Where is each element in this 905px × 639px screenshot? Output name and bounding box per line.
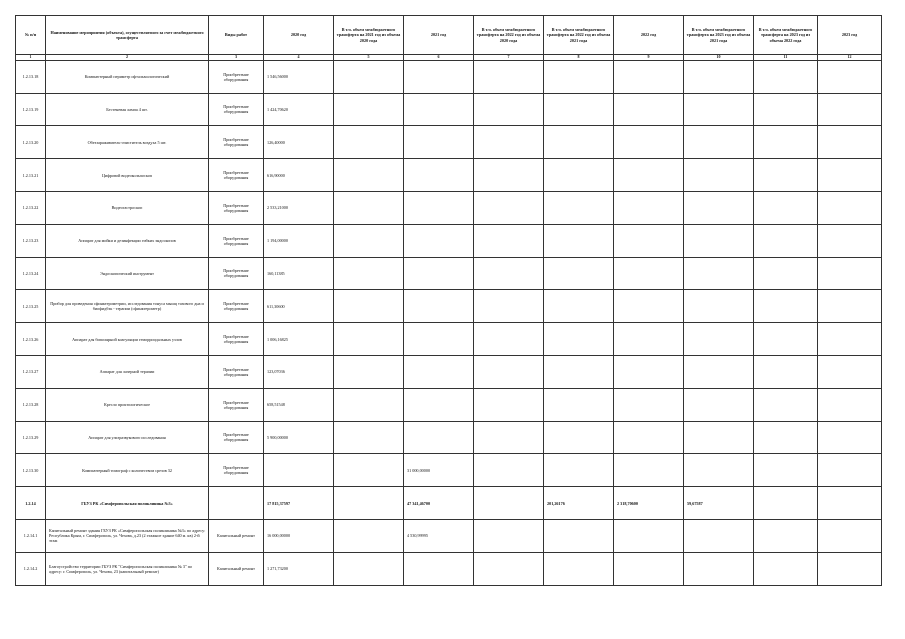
row-value-2021: [404, 93, 474, 126]
row-value-2023: [818, 93, 882, 126]
row-value-2021-2020: [474, 388, 544, 421]
row-name: Аппарат для лазерной терапии: [46, 355, 209, 388]
row-value-2020-2021: [334, 290, 404, 323]
table-row: [16, 224, 882, 257]
table-row: [16, 290, 882, 323]
row-value-2022: [614, 454, 684, 487]
row-value-2022: [614, 224, 684, 257]
row-value-2020: 126,40000: [264, 126, 334, 159]
row-value-2021-2020: [474, 191, 544, 224]
row-value-2020: 611,30600: [264, 290, 334, 323]
table-row: [16, 60, 882, 93]
row-works: Приобретение оборудования: [209, 224, 264, 257]
header-num: № п/п: [16, 16, 46, 55]
row-code: 1.2.13.30: [16, 454, 46, 487]
table-row: [16, 487, 882, 520]
row-value-2021: 47 341,46700: [404, 487, 474, 520]
row-value-2023-2022: [754, 257, 818, 290]
row-value-2023: [818, 257, 882, 290]
row-value-2022-2021: [544, 552, 614, 585]
row-value-2020: 160,11385: [264, 257, 334, 290]
row-name: Бестеневая лампа 4 шт.: [46, 93, 209, 126]
row-value-2021: [404, 159, 474, 192]
row-works: Приобретение оборудования: [209, 191, 264, 224]
row-value-2020-2021: [334, 126, 404, 159]
row-value-2023: [818, 60, 882, 93]
header-2021: 2021 год: [404, 16, 474, 55]
row-value-2021: [404, 290, 474, 323]
header-works: Виды работ: [209, 16, 264, 55]
header-2023: 2023 год: [818, 16, 882, 55]
row-value-2023: [818, 159, 882, 192]
row-value-2023-2021: [684, 126, 754, 159]
column-number: 7: [474, 55, 544, 61]
row-value-2023-2021: 59,67587: [684, 487, 754, 520]
budget-table: [15, 15, 882, 586]
header-2022: 2022 год: [614, 16, 684, 55]
row-value-2023-2022: [754, 60, 818, 93]
header-name: Наименование мероприятия (объекта), осуществляемого за счет межбюджетного трансферта: [46, 16, 209, 55]
row-value-2023-2021: [684, 421, 754, 454]
row-value-2022: [614, 388, 684, 421]
row-value-2022-2021: [544, 454, 614, 487]
row-value-2020-2021: [334, 454, 404, 487]
row-value-2020: 658,51548: [264, 388, 334, 421]
row-value-2023: [818, 454, 882, 487]
document-sheet: [15, 15, 882, 586]
column-number: 6: [404, 55, 474, 61]
row-value-2020: 1 194,00000: [264, 224, 334, 257]
row-code: 1.2.13.27: [16, 355, 46, 388]
row-code: 1.2.14.1: [16, 519, 46, 552]
row-value-2023-2021: [684, 454, 754, 487]
row-value-2020: 1 006,16825: [264, 323, 334, 356]
row-value-2021-2020: [474, 224, 544, 257]
row-value-2023-2021: [684, 355, 754, 388]
row-code: 1.2.14: [16, 487, 46, 520]
row-value-2023-2022: [754, 388, 818, 421]
row-value-2022-2021: [544, 60, 614, 93]
row-value-2023-2022: [754, 191, 818, 224]
row-value-2021-2020: [474, 60, 544, 93]
row-value-2022-2021: [544, 519, 614, 552]
header-2023-2022: В т.ч. объем межбюджетного трансферта на 2023 год из объема 2022 года: [754, 16, 818, 55]
table-row: [16, 191, 882, 224]
row-name: Видеогастроскоп: [46, 191, 209, 224]
row-value-2021: [404, 126, 474, 159]
row-value-2021: [404, 388, 474, 421]
column-number: 4: [264, 55, 334, 61]
row-value-2020: 17 815,37597: [264, 487, 334, 520]
table-row: [16, 421, 882, 454]
row-value-2020-2021: [334, 159, 404, 192]
row-name: Компьютерный периметр офтальмологический: [46, 60, 209, 93]
row-works: [209, 487, 264, 520]
row-code: 1.2.13.24: [16, 257, 46, 290]
row-works: Приобретение оборудования: [209, 421, 264, 454]
row-value-2023-2021: [684, 323, 754, 356]
table-row: [16, 126, 882, 159]
row-value-2023: [818, 290, 882, 323]
row-code: 1.2.13.29: [16, 421, 46, 454]
row-value-2022-2021: [544, 93, 614, 126]
row-value-2021: 4 530,99995: [404, 519, 474, 552]
row-works: Приобретение оборудования: [209, 257, 264, 290]
row-value-2020: 16 000,00000: [264, 519, 334, 552]
row-value-2023-2022: [754, 290, 818, 323]
row-value-2022-2021: [544, 388, 614, 421]
row-value-2023-2022: [754, 323, 818, 356]
row-value-2021-2020: [474, 323, 544, 356]
row-works: Приобретение оборудования: [209, 159, 264, 192]
row-value-2023: [818, 323, 882, 356]
row-value-2022-2021: [544, 159, 614, 192]
column-number: 3: [209, 55, 264, 61]
row-value-2022-2021: 201,26176: [544, 487, 614, 520]
column-number: 2: [46, 55, 209, 61]
row-works: Приобретение оборудования: [209, 454, 264, 487]
row-value-2020: 1 424,70620: [264, 93, 334, 126]
row-value-2023-2022: [754, 93, 818, 126]
header-2023-2021: В т.ч. объем межбюджетного трансферта на 2023 год из объема 2021 года: [684, 16, 754, 55]
row-value-2023-2022: [754, 159, 818, 192]
row-value-2022: [614, 355, 684, 388]
row-value-2020: 1 271,73200: [264, 552, 334, 585]
row-value-2020-2021: [334, 487, 404, 520]
row-value-2022-2021: [544, 355, 614, 388]
row-value-2020-2021: [334, 60, 404, 93]
row-value-2023-2022: [754, 454, 818, 487]
row-value-2021: [404, 323, 474, 356]
row-name: Обеззараживатель-очиститель воздуха 5 шт.: [46, 126, 209, 159]
row-value-2023: [818, 487, 882, 520]
row-value-2022-2021: [544, 290, 614, 323]
header-2021-2020: В т.ч. объем межбюджетного трансферта на 2022 год из объема 2020 года: [474, 16, 544, 55]
row-value-2021-2020: [474, 159, 544, 192]
row-value-2023: [818, 191, 882, 224]
row-name: Компьютерный томограф с количеством срезов 32: [46, 454, 209, 487]
row-value-2020-2021: [334, 323, 404, 356]
row-value-2023-2021: [684, 519, 754, 552]
header-2020-2021: В т.ч. объем межбюджетного трансферта на 2021 год из объема 2020 года: [334, 16, 404, 55]
row-code: 1.2.13.26: [16, 323, 46, 356]
row-value-2022-2021: [544, 323, 614, 356]
row-value-2021-2020: [474, 421, 544, 454]
row-value-2020: 616,90000: [264, 159, 334, 192]
row-value-2023: [818, 224, 882, 257]
row-name: Аппарат для биполярной коагуляции геморроидальных узлов: [46, 323, 209, 356]
row-code: 1.2.13.23: [16, 224, 46, 257]
row-value-2023: [818, 355, 882, 388]
row-value-2021-2020: [474, 355, 544, 388]
row-value-2023: [818, 519, 882, 552]
row-value-2022-2021: [544, 126, 614, 159]
row-value-2023: [818, 388, 882, 421]
row-value-2020-2021: [334, 257, 404, 290]
row-value-2022: [614, 126, 684, 159]
header-2022-2021: В т.ч. объем межбюджетного трансферта на 2022 год из объема 2021 года: [544, 16, 614, 55]
header-2020: 2020 год: [264, 16, 334, 55]
row-works: Приобретение оборудования: [209, 60, 264, 93]
row-value-2021: 31 000,00000: [404, 454, 474, 487]
row-value-2022: 2 318,70600: [614, 487, 684, 520]
row-value-2021-2020: [474, 126, 544, 159]
row-value-2020: [264, 454, 334, 487]
row-value-2020-2021: [334, 224, 404, 257]
row-value-2022-2021: [544, 224, 614, 257]
row-works: Приобретение оборудования: [209, 93, 264, 126]
column-number: 8: [544, 55, 614, 61]
table-row: [16, 257, 882, 290]
column-number: 12: [818, 55, 882, 61]
table-row: [16, 388, 882, 421]
row-code: 1.2.13.20: [16, 126, 46, 159]
row-value-2020-2021: [334, 552, 404, 585]
table-row: [16, 454, 882, 487]
row-value-2023-2021: [684, 60, 754, 93]
table-row: [16, 93, 882, 126]
row-value-2023-2021: [684, 290, 754, 323]
column-number: 1: [16, 55, 46, 61]
row-value-2022: [614, 159, 684, 192]
row-value-2023: [818, 421, 882, 454]
column-number: 11: [754, 55, 818, 61]
row-code: 1.2.13.18: [16, 60, 46, 93]
row-value-2020-2021: [334, 191, 404, 224]
row-value-2021-2020: [474, 552, 544, 585]
table-row: [16, 552, 882, 585]
row-value-2020-2021: [334, 519, 404, 552]
row-value-2021: [404, 191, 474, 224]
row-value-2023-2022: [754, 519, 818, 552]
column-number: 5: [334, 55, 404, 61]
row-value-2022: [614, 323, 684, 356]
row-value-2021: [404, 257, 474, 290]
row-value-2021-2020: [474, 454, 544, 487]
row-value-2022: [614, 421, 684, 454]
row-value-2022: [614, 257, 684, 290]
row-works: Капитальный ремонт: [209, 552, 264, 585]
row-value-2022: [614, 519, 684, 552]
row-code: 1.2.13.21: [16, 159, 46, 192]
row-value-2023-2021: [684, 93, 754, 126]
row-value-2021: [404, 355, 474, 388]
row-value-2022: [614, 60, 684, 93]
row-value-2023-2022: [754, 355, 818, 388]
row-value-2021: [404, 421, 474, 454]
column-number: 9: [614, 55, 684, 61]
row-code: 1.2.13.22: [16, 191, 46, 224]
row-value-2023-2022: [754, 487, 818, 520]
row-value-2020: 2 533,21000: [264, 191, 334, 224]
table-row: [16, 355, 882, 388]
row-value-2023-2021: [684, 224, 754, 257]
row-works: Приобретение оборудования: [209, 290, 264, 323]
row-works: Капитальный ремонт: [209, 519, 264, 552]
row-value-2022: [614, 191, 684, 224]
row-value-2021-2020: [474, 519, 544, 552]
row-code: 1.2.13.28: [16, 388, 46, 421]
row-value-2022: [614, 552, 684, 585]
row-value-2022-2021: [544, 421, 614, 454]
row-value-2022: [614, 290, 684, 323]
row-value-2023-2022: [754, 126, 818, 159]
row-value-2021-2020: [474, 93, 544, 126]
row-name: Аппарат для ультразвукового исследования: [46, 421, 209, 454]
row-value-2023-2022: [754, 224, 818, 257]
row-name: Эндоскопический инструмент: [46, 257, 209, 290]
row-value-2020-2021: [334, 355, 404, 388]
row-value-2021-2020: [474, 487, 544, 520]
row-value-2020: 1 546,56000: [264, 60, 334, 93]
row-value-2020-2021: [334, 388, 404, 421]
row-value-2022-2021: [544, 257, 614, 290]
row-value-2023: [818, 552, 882, 585]
row-code: 1.2.13.25: [16, 290, 46, 323]
table-row: [16, 323, 882, 356]
row-code: 1.2.14.2: [16, 552, 46, 585]
row-value-2022-2021: [544, 191, 614, 224]
row-code: 1.2.13.19: [16, 93, 46, 126]
row-name: ГБУЗ РК «Симферопольская поликлиника №3»: [46, 487, 209, 520]
row-value-2023-2021: [684, 159, 754, 192]
row-value-2023-2022: [754, 421, 818, 454]
row-value-2020-2021: [334, 421, 404, 454]
row-value-2023-2021: [684, 257, 754, 290]
row-works: Приобретение оборудования: [209, 126, 264, 159]
row-works: Приобретение оборудования: [209, 355, 264, 388]
row-works: Приобретение оборудования: [209, 388, 264, 421]
row-works: Приобретение оборудования: [209, 323, 264, 356]
row-value-2023-2022: [754, 552, 818, 585]
row-name: Цифровой видеокольпоскоп: [46, 159, 209, 192]
row-value-2021-2020: [474, 257, 544, 290]
row-value-2023-2021: [684, 552, 754, 585]
row-value-2023-2021: [684, 191, 754, 224]
row-value-2023-2021: [684, 388, 754, 421]
row-value-2021: [404, 224, 474, 257]
row-value-2020: 5 900,00000: [264, 421, 334, 454]
row-name: Прибор для проведения сфинктерометрии, исследования тонуса мышц тазового дна и биофидбэк - терапии (сфинктерометр): [46, 290, 209, 323]
row-value-2023: [818, 126, 882, 159]
row-value-2021: [404, 60, 474, 93]
row-value-2021: [404, 552, 474, 585]
row-value-2020-2021: [334, 93, 404, 126]
row-name: Благоустройство территории ГБУЗ РК "Симферопольская поликлиника № 3" по адресу: г. Симферополь, ул. Чехова, 23 (капитальный ремонт): [46, 552, 209, 585]
column-number: 10: [684, 55, 754, 61]
table-row: [16, 519, 882, 552]
row-name: Кресло проктологическое: [46, 388, 209, 421]
row-name: Аппарат для мойки и дезинфекции гибких эндоскопов: [46, 224, 209, 257]
row-name: Капитальный ремонт здания ГБУЗ РК «Симферопольская поликлиника №3» по адресу: Республика Крым, г. Симферополь, ул. Чехова, д.23 (2 этажное здание 640 м. кв) 2-й этаж: [46, 519, 209, 552]
row-value-2022: [614, 93, 684, 126]
row-value-2020: 123,07036: [264, 355, 334, 388]
row-value-2021-2020: [474, 290, 544, 323]
table-row: [16, 159, 882, 192]
